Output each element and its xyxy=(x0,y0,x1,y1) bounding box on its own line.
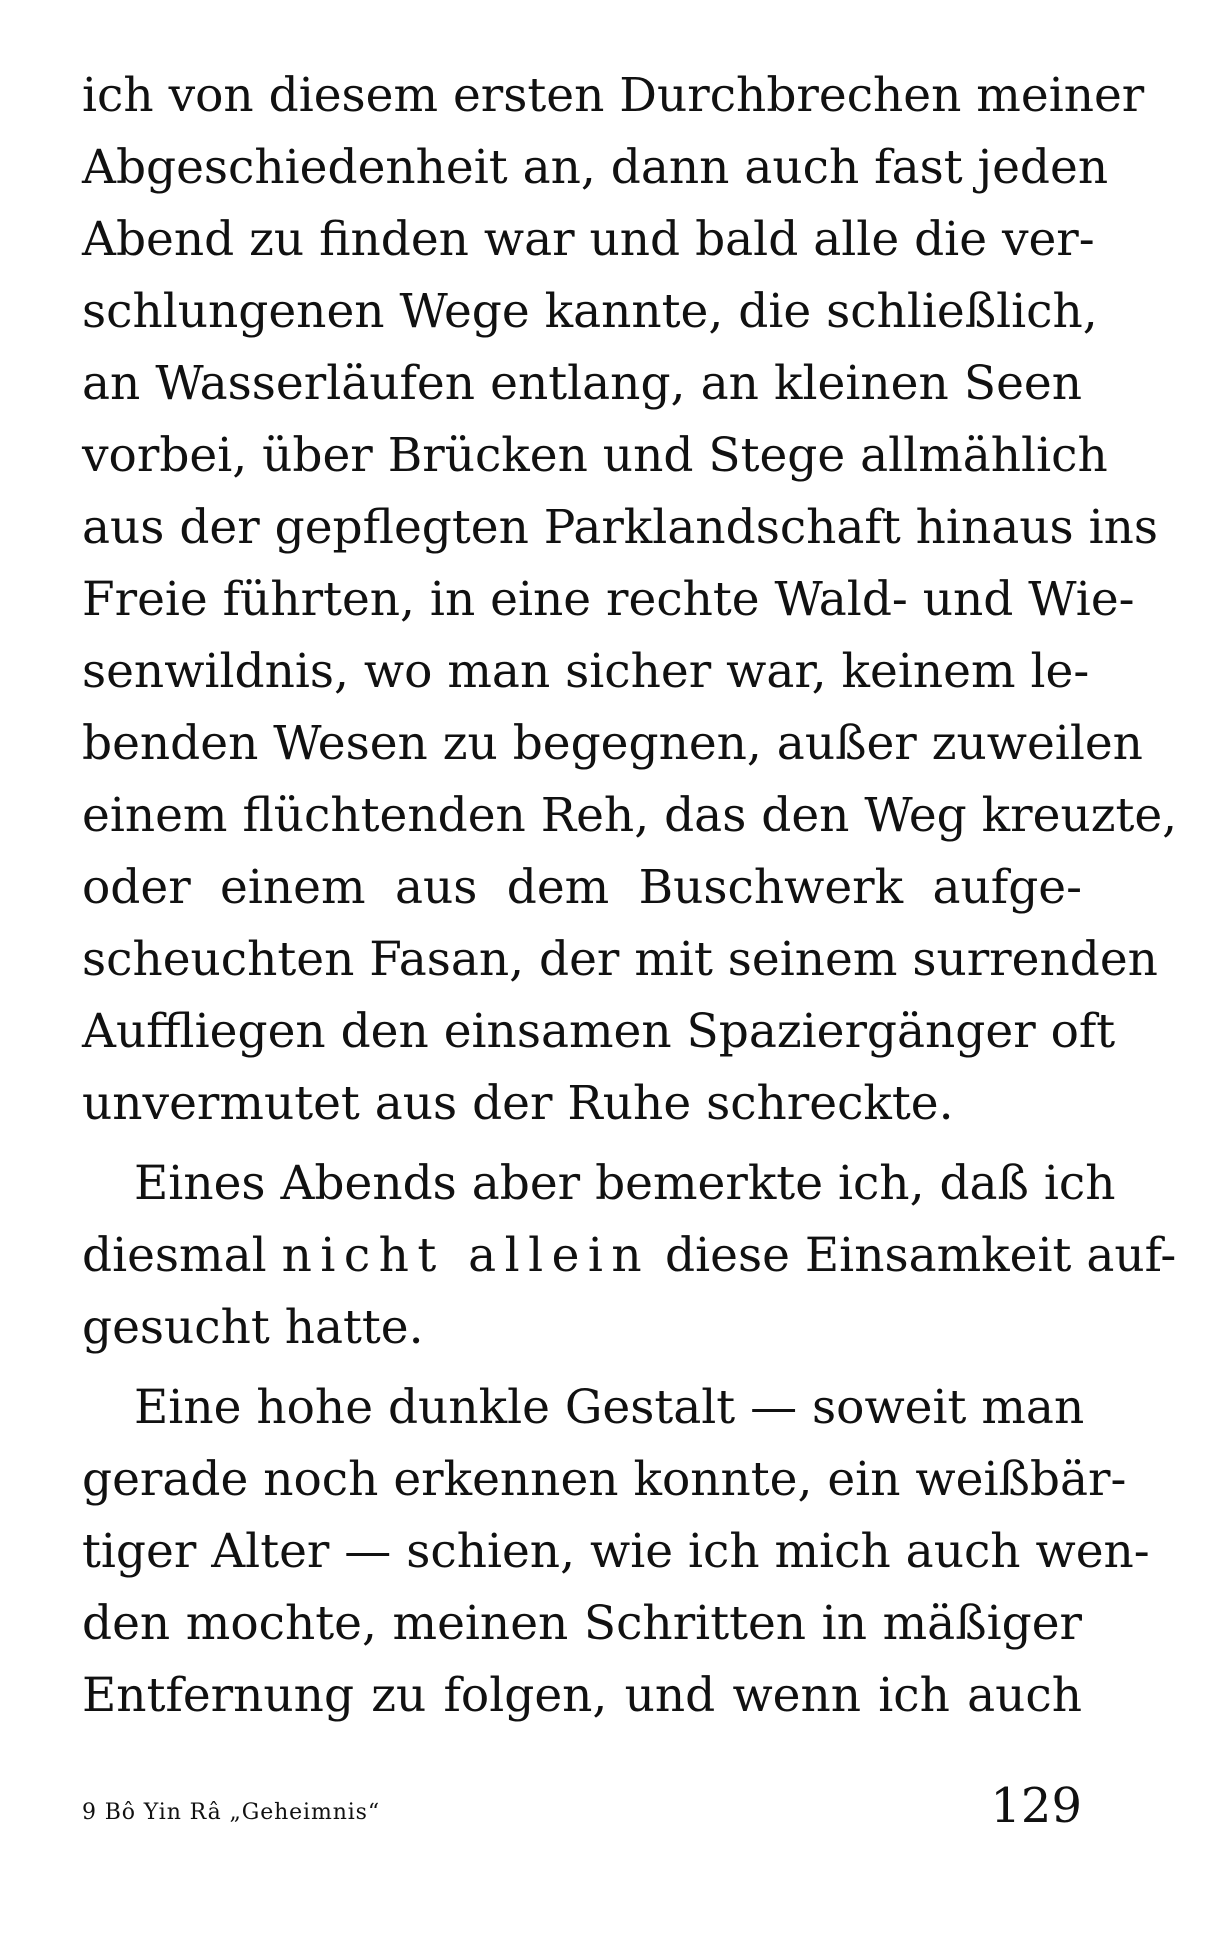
text-segment: diese Einsamkeit auf- xyxy=(665,1228,1177,1283)
text-line: Abgeschiedenheit an, dann auch fast jeden xyxy=(82,140,1109,195)
text-line: tiger Alter — schien, wie ich mich auch wen- xyxy=(82,1524,1150,1579)
page-number: 129 xyxy=(990,1778,1082,1834)
text-line: unvermutet aus der Ruhe schreckte. xyxy=(82,1076,954,1131)
text-line xyxy=(82,1220,1177,1292)
body-text xyxy=(82,60,1178,1732)
text-line: oder einem aus dem Buschwerk aufge- xyxy=(82,860,1082,915)
text-line: an Wasserläufen entlang, an kleinen Seen xyxy=(82,356,1082,411)
text-line: einem flüchtenden Reh, das den Weg kreuzte, xyxy=(82,788,1178,843)
text-line: gerade noch erkennen konnte, ein weißbär- xyxy=(82,1452,1127,1507)
text-line: benden Wesen zu begegnen, außer zuweilen xyxy=(82,716,1143,771)
text-line: Eine hohe dunkle Gestalt — soweit man xyxy=(134,1380,1085,1435)
page-footer xyxy=(82,1778,1082,1838)
emphasized-text: nicht allein xyxy=(281,1228,651,1283)
text-line: den mochte, meinen Schritten in mäßiger xyxy=(82,1596,1082,1651)
text-line: gesucht hatte. xyxy=(82,1300,424,1355)
paragraph-2 xyxy=(82,1148,1177,1364)
text-line: Eines Abends aber bemerkte ich, daß ich xyxy=(134,1156,1116,1211)
text-line: aus der gepflegten Parklandschaft hinaus ins xyxy=(82,500,1158,555)
text-line: Entfernung zu folgen, und wenn ich auch xyxy=(82,1668,1082,1723)
text-segment: diesmal xyxy=(82,1228,267,1283)
text-line: Freie führten, in eine rechte Wald- und Wie- xyxy=(82,572,1135,627)
text-line: schlungenen Wege kannte, die schließlich, xyxy=(82,284,1098,339)
signature-mark: 9 Bô Yin Râ „Geheimnis“ xyxy=(82,1800,380,1825)
paragraph-3 xyxy=(82,1372,1150,1732)
text-line: Auffliegen den einsamen Spaziergänger oft xyxy=(82,1004,1116,1059)
text-line: senwildnis, wo man sicher war, keinem le- xyxy=(82,644,1090,699)
text-line: Abend zu finden war und bald alle die ver- xyxy=(82,212,1095,267)
text-line: ich von diesem ersten Durchbrechen meiner xyxy=(82,68,1145,123)
text-line: scheuchten Fasan, der mit seinem surrenden xyxy=(82,932,1158,987)
text-line: vorbei, über Brücken und Stege allmählich xyxy=(82,428,1108,483)
paragraph-1 xyxy=(82,60,1178,1140)
